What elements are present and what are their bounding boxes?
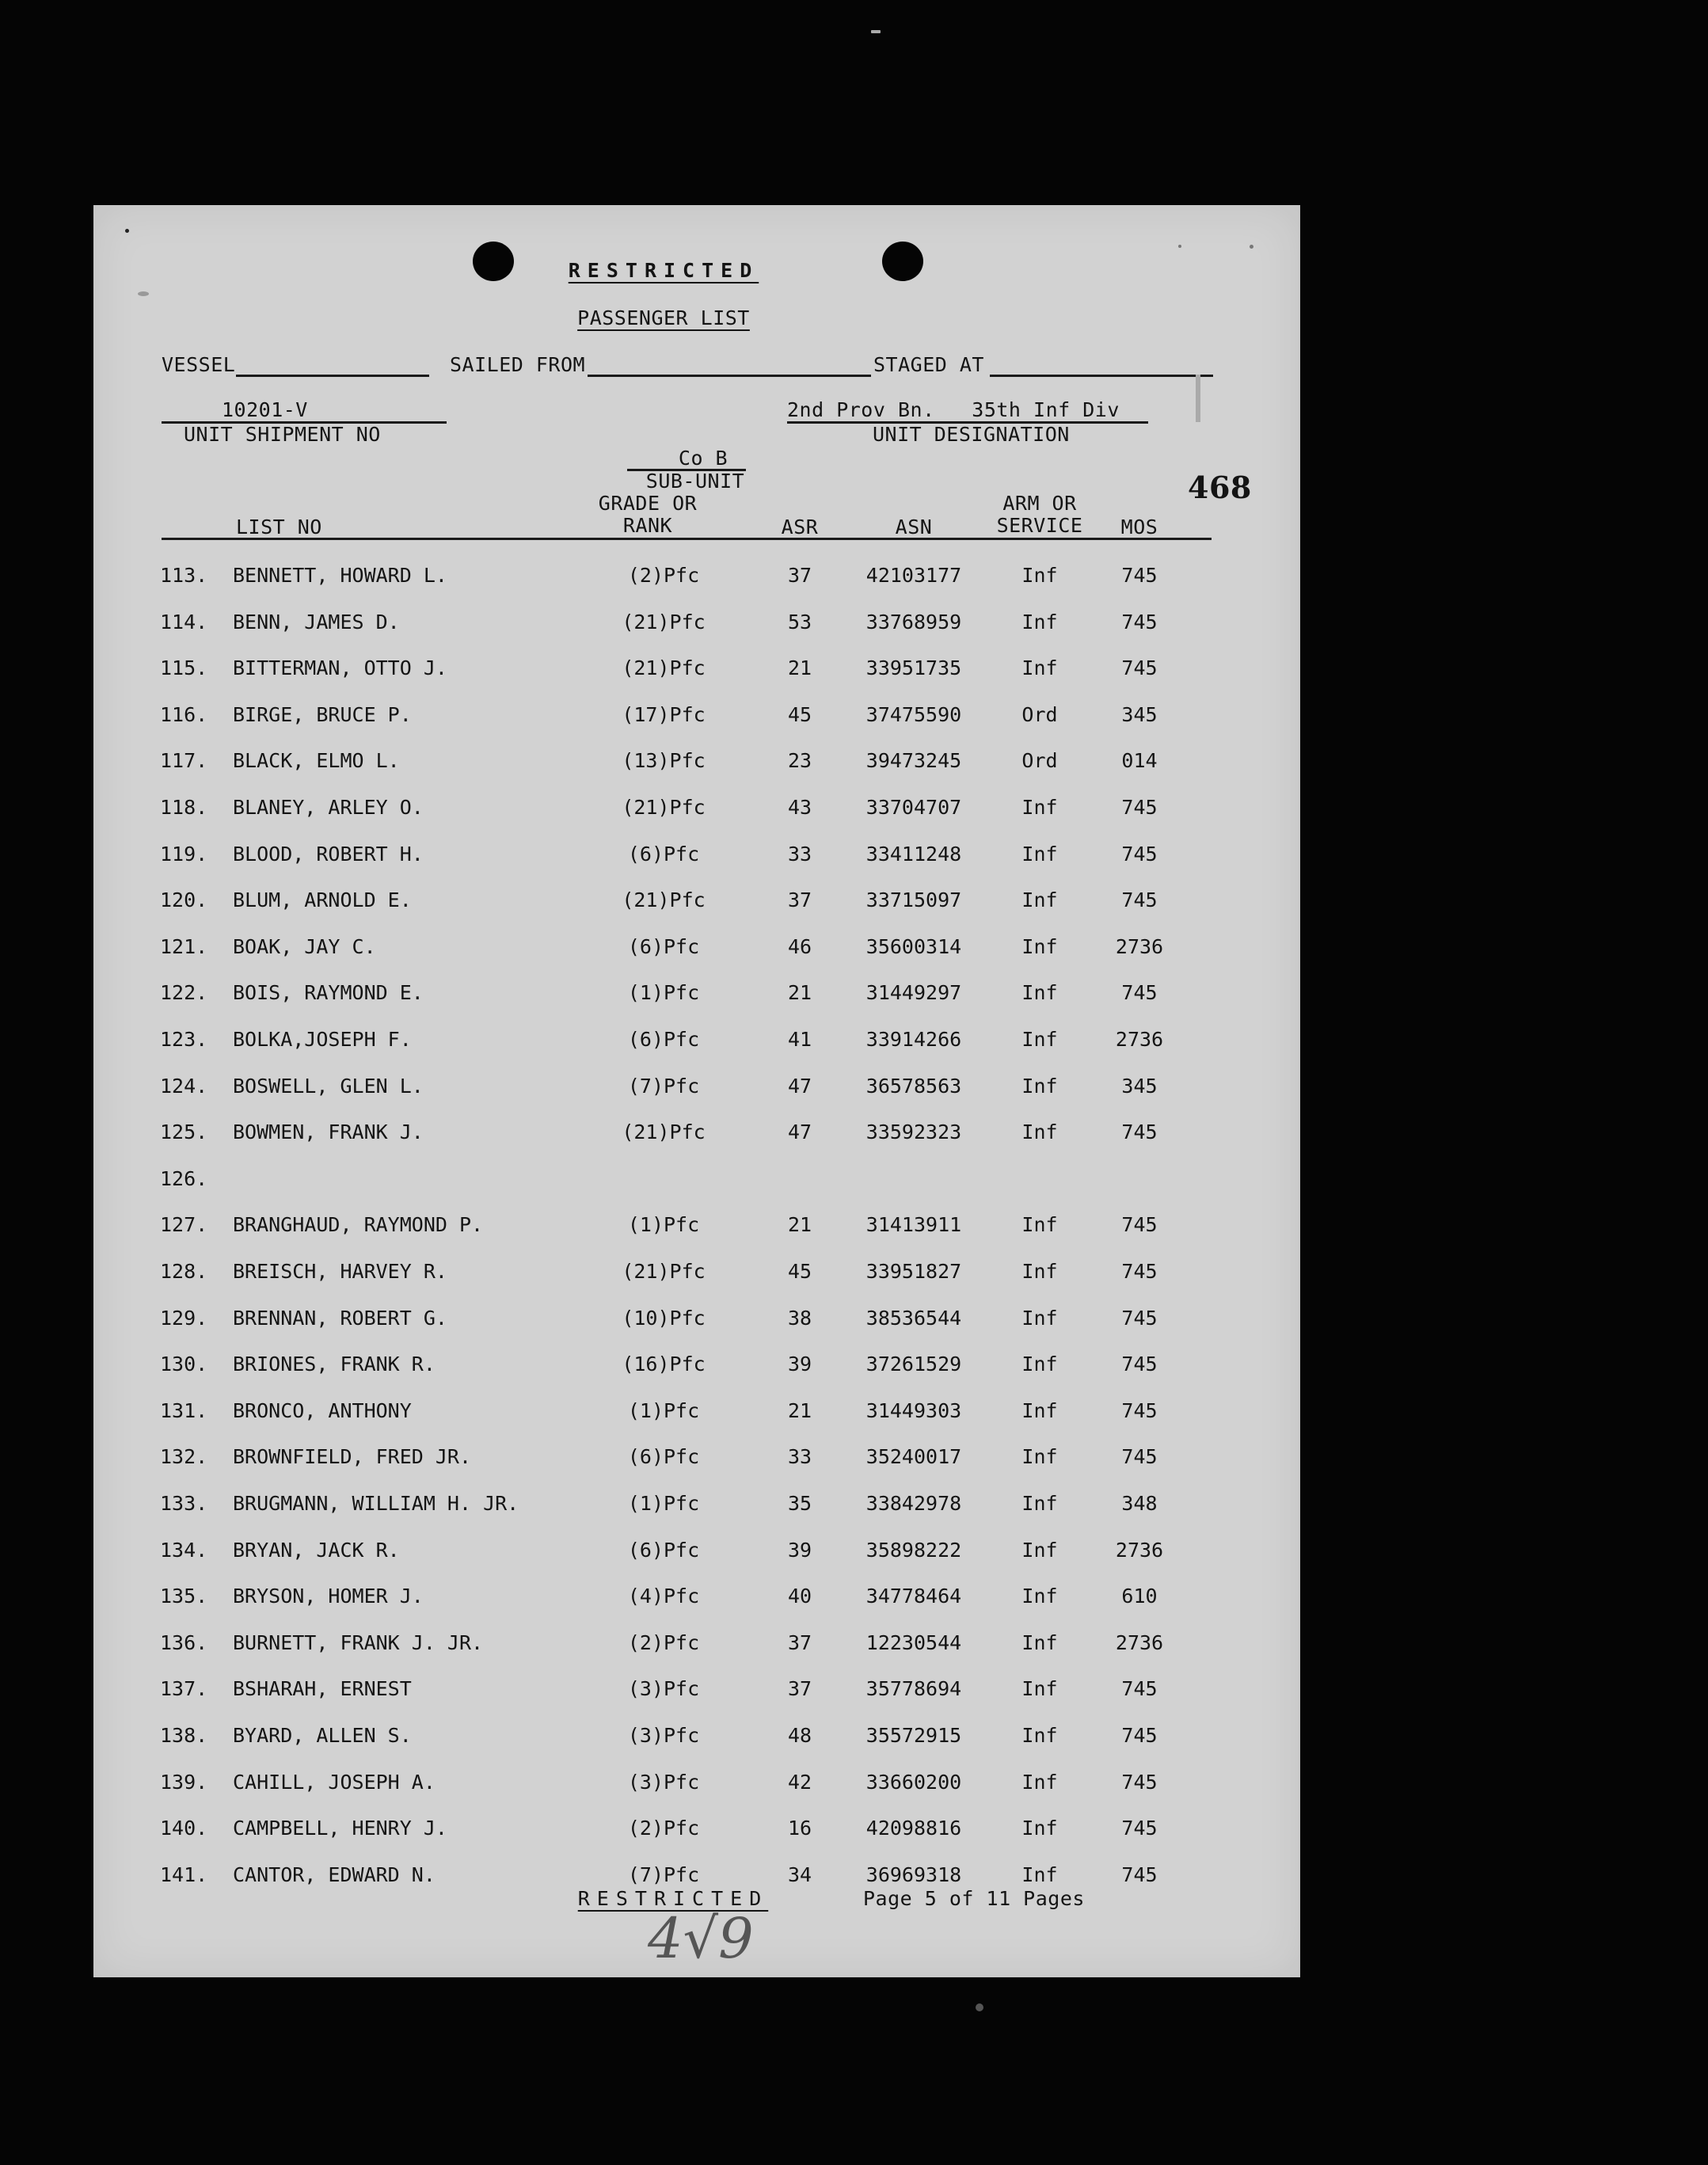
cell-asr: 37 bbox=[787, 888, 812, 912]
table-row bbox=[93, 1445, 1300, 1491]
cell-asn: 31449297 bbox=[865, 981, 962, 1005]
table-row bbox=[93, 656, 1300, 702]
cell-passenger-name: BRIONES, FRANK R. bbox=[233, 1353, 436, 1376]
cell-passenger-name: BOAK, JAY C. bbox=[233, 934, 376, 958]
cell-list-number: 137. bbox=[160, 1677, 208, 1701]
cell-grade: (16)Pfc bbox=[622, 1353, 706, 1376]
cell-passenger-name: BLUM, ARNOLD E. bbox=[233, 888, 412, 912]
cell-asn: 31449303 bbox=[865, 1398, 962, 1422]
cell-list-number: 132. bbox=[160, 1445, 208, 1469]
cell-asr: 33 bbox=[787, 1445, 812, 1469]
cell-mos: 745 bbox=[1121, 1677, 1158, 1701]
table-row bbox=[93, 703, 1300, 749]
cell-arm-service: Inf bbox=[1021, 1863, 1058, 1886]
cell-asn: 33592323 bbox=[865, 1121, 962, 1144]
cell-mos: 745 bbox=[1121, 888, 1158, 912]
cell-asn: 35572915 bbox=[865, 1724, 962, 1747]
column-asr: ASR bbox=[781, 516, 819, 538]
table-row bbox=[93, 1631, 1300, 1677]
cell-asn: 36578563 bbox=[865, 1074, 962, 1098]
cell-arm-service: Inf bbox=[1021, 1585, 1058, 1608]
cell-asn: 42103177 bbox=[865, 564, 962, 587]
cell-asn: 33951735 bbox=[865, 656, 962, 680]
cell-passenger-name: BOWMEN, FRANK J. bbox=[233, 1121, 424, 1144]
cell-asr: 23 bbox=[787, 749, 812, 773]
cell-grade: (3)Pfc bbox=[627, 1770, 700, 1794]
cell-grade: (2)Pfc bbox=[627, 1630, 700, 1654]
cell-list-number: 118. bbox=[160, 796, 208, 819]
cell-grade: (6)Pfc bbox=[627, 1445, 700, 1469]
cell-mos: 348 bbox=[1121, 1492, 1158, 1515]
table-row bbox=[93, 749, 1300, 795]
cell-grade: (2)Pfc bbox=[627, 564, 700, 587]
cell-passenger-name: BITTERMAN, OTTO J. bbox=[233, 656, 447, 680]
table-row bbox=[93, 1028, 1300, 1074]
cell-asn: 37475590 bbox=[865, 702, 962, 726]
shipment-number-label: UNIT SHIPMENT NO bbox=[184, 423, 381, 446]
table-row bbox=[93, 843, 1300, 888]
cell-grade: (1)Pfc bbox=[627, 1398, 700, 1422]
table-row bbox=[93, 796, 1300, 842]
cell-arm-service: Inf bbox=[1021, 842, 1058, 866]
cell-grade: (6)Pfc bbox=[627, 842, 700, 866]
page-number: Page 5 of 11 Pages bbox=[863, 1887, 1085, 1910]
cell-mos: 345 bbox=[1121, 702, 1158, 726]
cell-grade: (1)Pfc bbox=[627, 1213, 700, 1237]
page-title: PASSENGER LIST bbox=[577, 306, 750, 329]
cell-asn: 36969318 bbox=[865, 1863, 962, 1886]
cell-list-number: 122. bbox=[160, 981, 208, 1005]
column-grade-line2: RANK bbox=[622, 514, 673, 537]
cell-mos: 2736 bbox=[1115, 1028, 1164, 1051]
cell-grade: (3)Pfc bbox=[627, 1724, 700, 1747]
cell-arm-service: Inf bbox=[1021, 796, 1058, 819]
cell-mos: 745 bbox=[1121, 1863, 1158, 1886]
cell-passenger-name: BRENNAN, ROBERT G. bbox=[233, 1306, 447, 1330]
table-row bbox=[93, 564, 1300, 610]
cell-arm-service: Inf bbox=[1021, 888, 1058, 912]
cell-asr: 45 bbox=[787, 1260, 812, 1283]
cell-list-number: 136. bbox=[160, 1630, 208, 1654]
document-page bbox=[93, 205, 1300, 1977]
cell-asr: 46 bbox=[787, 934, 812, 958]
cell-mos: 745 bbox=[1121, 1445, 1158, 1469]
cell-grade: (10)Pfc bbox=[622, 1306, 706, 1330]
cell-asn: 33842978 bbox=[865, 1492, 962, 1515]
cell-arm-service: Inf bbox=[1021, 1028, 1058, 1051]
table-row bbox=[93, 1771, 1300, 1817]
cell-list-number: 113. bbox=[160, 564, 208, 587]
cell-arm-service: Inf bbox=[1021, 934, 1058, 958]
cell-grade: (21)Pfc bbox=[622, 888, 706, 912]
cell-asn: 33951827 bbox=[865, 1260, 962, 1283]
cell-asr: 37 bbox=[787, 564, 812, 587]
column-list-no: LIST NO bbox=[236, 516, 322, 538]
cell-passenger-name: BREISCH, HARVEY R. bbox=[233, 1260, 447, 1283]
cell-arm-service: Inf bbox=[1021, 1445, 1058, 1469]
cell-passenger-name: CAMPBELL, HENRY J. bbox=[233, 1817, 447, 1840]
cell-mos: 745 bbox=[1121, 564, 1158, 587]
cell-asr: 21 bbox=[787, 1398, 812, 1422]
cell-passenger-name: BLOOD, ROBERT H. bbox=[233, 842, 424, 866]
table-row bbox=[93, 1121, 1300, 1166]
cell-mos: 745 bbox=[1121, 1306, 1158, 1330]
cell-mos: 610 bbox=[1121, 1585, 1158, 1608]
cell-asr: 35 bbox=[787, 1492, 812, 1515]
column-grade-line1: GRADE OR bbox=[598, 492, 698, 515]
cell-list-number: 139. bbox=[160, 1770, 208, 1794]
cell-mos: 745 bbox=[1121, 1724, 1158, 1747]
cell-arm-service: Inf bbox=[1021, 981, 1058, 1005]
cell-asr: 33 bbox=[787, 842, 812, 866]
cell-arm-service: Ord bbox=[1021, 702, 1058, 726]
cell-passenger-name: BOLKA,JOSEPH F. bbox=[233, 1028, 412, 1051]
restricted-header: RESTRICTED bbox=[568, 259, 759, 282]
cell-passenger-name: BRONCO, ANTHONY bbox=[233, 1398, 412, 1422]
cell-list-number: 127. bbox=[160, 1213, 208, 1237]
table-row bbox=[93, 1492, 1300, 1538]
cell-list-number: 128. bbox=[160, 1260, 208, 1283]
cell-list-number: 138. bbox=[160, 1724, 208, 1747]
cell-mos: 014 bbox=[1121, 749, 1158, 773]
cell-grade: (17)Pfc bbox=[622, 702, 706, 726]
cell-arm-service: Inf bbox=[1021, 1353, 1058, 1376]
cell-mos: 745 bbox=[1121, 796, 1158, 819]
cell-grade: (21)Pfc bbox=[622, 1121, 706, 1144]
cell-grade: (1)Pfc bbox=[627, 981, 700, 1005]
cell-asn: 33914266 bbox=[865, 1028, 962, 1051]
cell-grade: (6)Pfc bbox=[627, 1538, 700, 1562]
cell-asn: 35240017 bbox=[865, 1445, 962, 1469]
cell-arm-service: Inf bbox=[1021, 1677, 1058, 1701]
table-row bbox=[93, 611, 1300, 656]
unit-designation-label: UNIT DESIGNATION bbox=[873, 423, 1070, 446]
cell-asr: 40 bbox=[787, 1585, 812, 1608]
cell-mos: 745 bbox=[1121, 610, 1158, 634]
scan-speck bbox=[976, 2003, 983, 2011]
cell-grade: (1)Pfc bbox=[627, 1492, 700, 1515]
cell-passenger-name: CAHILL, JOSEPH A. bbox=[233, 1770, 436, 1794]
cell-asn: 33411248 bbox=[865, 842, 962, 866]
cell-asn: 33715097 bbox=[865, 888, 962, 912]
cell-asn: 42098816 bbox=[865, 1817, 962, 1840]
cell-passenger-name: BENNETT, HOWARD L. bbox=[233, 564, 447, 587]
cell-mos: 745 bbox=[1121, 1260, 1158, 1283]
cell-list-number: 120. bbox=[160, 888, 208, 912]
cell-asr: 37 bbox=[787, 1677, 812, 1701]
cell-passenger-name: BIRGE, BRUCE P. bbox=[233, 702, 412, 726]
cell-passenger-name: BYARD, ALLEN S. bbox=[233, 1724, 412, 1747]
handwritten-note: 4√9 bbox=[648, 1906, 754, 1971]
cell-list-number: 114. bbox=[160, 610, 208, 634]
cell-list-number: 135. bbox=[160, 1585, 208, 1608]
cell-asn: 33704707 bbox=[865, 796, 962, 819]
cell-list-number: 131. bbox=[160, 1398, 208, 1422]
cell-grade: (2)Pfc bbox=[627, 1817, 700, 1840]
cell-passenger-name: BURNETT, FRANK J. JR. bbox=[233, 1630, 484, 1654]
cell-grade: (4)Pfc bbox=[627, 1585, 700, 1608]
cell-mos: 745 bbox=[1121, 1213, 1158, 1237]
cell-arm-service: Inf bbox=[1021, 1770, 1058, 1794]
cell-passenger-name: BROWNFIELD, FRED JR. bbox=[233, 1445, 472, 1469]
table-row bbox=[93, 1677, 1300, 1723]
cell-list-number: 126. bbox=[160, 1166, 208, 1190]
cell-asr: 16 bbox=[787, 1817, 812, 1840]
cell-arm-service: Inf bbox=[1021, 1630, 1058, 1654]
cell-list-number: 141. bbox=[160, 1863, 208, 1886]
cell-asr: 34 bbox=[787, 1863, 812, 1886]
table-row bbox=[93, 1724, 1300, 1770]
sub-unit-value: Co B bbox=[678, 447, 728, 470]
cell-grade: (6)Pfc bbox=[627, 1028, 700, 1051]
cell-asr: 41 bbox=[787, 1028, 812, 1051]
cell-passenger-name: BLANEY, ARLEY O. bbox=[233, 796, 424, 819]
cell-grade: (21)Pfc bbox=[622, 796, 706, 819]
table-row bbox=[93, 888, 1300, 934]
cell-asr: 37 bbox=[787, 1630, 812, 1654]
cell-grade: (7)Pfc bbox=[627, 1863, 700, 1886]
punch-hole-right bbox=[882, 242, 923, 281]
cell-passenger-name: BLACK, ELMO L. bbox=[233, 749, 400, 773]
cell-arm-service: Inf bbox=[1021, 1538, 1058, 1562]
cell-arm-service: Inf bbox=[1021, 1260, 1058, 1283]
cell-list-number: 119. bbox=[160, 842, 208, 866]
cell-passenger-name: BRYSON, HOMER J. bbox=[233, 1585, 424, 1608]
cell-list-number: 134. bbox=[160, 1538, 208, 1562]
cell-mos: 2736 bbox=[1115, 1630, 1164, 1654]
cell-arm-service: Inf bbox=[1021, 1306, 1058, 1330]
page-stamp-number: 468 bbox=[1188, 470, 1252, 505]
cell-mos: 2736 bbox=[1115, 1538, 1164, 1562]
cell-asn: 33660200 bbox=[865, 1770, 962, 1794]
cell-asr: 21 bbox=[787, 1213, 812, 1237]
cell-mos: 745 bbox=[1121, 1353, 1158, 1376]
cell-asn: 37261529 bbox=[865, 1353, 962, 1376]
table-row bbox=[93, 1353, 1300, 1398]
cell-asn: 33768959 bbox=[865, 610, 962, 634]
cell-grade: (7)Pfc bbox=[627, 1074, 700, 1098]
cell-asr: 48 bbox=[787, 1724, 812, 1747]
table-row bbox=[93, 981, 1300, 1027]
scan-speck bbox=[138, 291, 149, 296]
cell-asn: 31413911 bbox=[865, 1213, 962, 1237]
cell-asn: 39473245 bbox=[865, 749, 962, 773]
cell-asr: 53 bbox=[787, 610, 812, 634]
cell-passenger-name: BENN, JAMES D. bbox=[233, 610, 400, 634]
shipment-number: 10201-V bbox=[222, 398, 308, 421]
cell-arm-service: Inf bbox=[1021, 1398, 1058, 1422]
cell-asn: 35898222 bbox=[865, 1538, 962, 1562]
table-row bbox=[93, 1075, 1300, 1121]
cell-asn: 12230544 bbox=[865, 1630, 962, 1654]
unit-designation: 2nd Prov Bn. 35th Inf Div bbox=[787, 398, 1120, 421]
column-arm-line1: ARM OR bbox=[1002, 492, 1077, 515]
cell-asr: 42 bbox=[787, 1770, 812, 1794]
cell-passenger-name: BOSWELL, GLEN L. bbox=[233, 1074, 424, 1098]
cell-mos: 745 bbox=[1121, 1398, 1158, 1422]
cell-passenger-name: BOIS, RAYMOND E. bbox=[233, 981, 424, 1005]
cell-asr: 43 bbox=[787, 796, 812, 819]
cell-asn: 35600314 bbox=[865, 934, 962, 958]
table-row bbox=[93, 1260, 1300, 1306]
cell-list-number: 117. bbox=[160, 749, 208, 773]
cell-grade: (21)Pfc bbox=[622, 1260, 706, 1283]
cell-asr: 39 bbox=[787, 1353, 812, 1376]
cell-mos: 745 bbox=[1121, 656, 1158, 680]
cell-arm-service: Inf bbox=[1021, 1724, 1058, 1747]
scan-speck bbox=[871, 30, 881, 33]
sailed-from-label: SAILED FROM bbox=[450, 353, 586, 376]
cell-asn: 38536544 bbox=[865, 1306, 962, 1330]
cell-arm-service: Inf bbox=[1021, 656, 1058, 680]
cell-asr: 45 bbox=[787, 702, 812, 726]
table-row bbox=[93, 1585, 1300, 1630]
cell-list-number: 140. bbox=[160, 1817, 208, 1840]
cell-arm-service: Inf bbox=[1021, 564, 1058, 587]
cell-asr: 38 bbox=[787, 1306, 812, 1330]
cell-list-number: 129. bbox=[160, 1306, 208, 1330]
cell-passenger-name: BRUGMANN, WILLIAM H. JR. bbox=[233, 1492, 519, 1515]
cell-list-number: 123. bbox=[160, 1028, 208, 1051]
cell-mos: 2736 bbox=[1115, 934, 1164, 958]
cell-grade: (21)Pfc bbox=[622, 610, 706, 634]
sub-unit-label: SUB-UNIT bbox=[645, 470, 745, 493]
cell-passenger-name: BRYAN, JACK R. bbox=[233, 1538, 400, 1562]
cell-mos: 745 bbox=[1121, 842, 1158, 866]
restricted-footer: RESTRICTED bbox=[577, 1887, 769, 1910]
cell-passenger-name: BSHARAH, ERNEST bbox=[233, 1677, 412, 1701]
cell-arm-service: Ord bbox=[1021, 749, 1058, 773]
table-row bbox=[93, 1213, 1300, 1259]
cell-mos: 745 bbox=[1121, 1817, 1158, 1840]
cell-grade: (21)Pfc bbox=[622, 656, 706, 680]
cell-list-number: 115. bbox=[160, 656, 208, 680]
cell-arm-service: Inf bbox=[1021, 610, 1058, 634]
cell-asr: 21 bbox=[787, 656, 812, 680]
cell-list-number: 133. bbox=[160, 1492, 208, 1515]
column-arm-line2: SERVICE bbox=[996, 514, 1083, 537]
table-row bbox=[93, 1539, 1300, 1585]
cell-list-number: 121. bbox=[160, 934, 208, 958]
cell-grade: (6)Pfc bbox=[627, 934, 700, 958]
cell-arm-service: Inf bbox=[1021, 1492, 1058, 1515]
cell-passenger-name: CANTOR, EDWARD N. bbox=[233, 1863, 436, 1886]
staged-at-label: STAGED AT bbox=[873, 353, 984, 376]
cell-asr: 47 bbox=[787, 1074, 812, 1098]
cell-mos: 745 bbox=[1121, 1121, 1158, 1144]
cell-list-number: 125. bbox=[160, 1121, 208, 1144]
cell-mos: 745 bbox=[1121, 1770, 1158, 1794]
cell-asr: 39 bbox=[787, 1538, 812, 1562]
cell-mos: 745 bbox=[1121, 981, 1158, 1005]
cell-arm-service: Inf bbox=[1021, 1213, 1058, 1237]
vessel-label: VESSEL bbox=[162, 353, 236, 376]
cell-list-number: 124. bbox=[160, 1074, 208, 1098]
cell-list-number: 130. bbox=[160, 1353, 208, 1376]
cell-asn: 34778464 bbox=[865, 1585, 962, 1608]
cell-grade: (13)Pfc bbox=[622, 749, 706, 773]
table-row bbox=[93, 1307, 1300, 1353]
cell-arm-service: Inf bbox=[1021, 1121, 1058, 1144]
table-row bbox=[93, 1399, 1300, 1445]
cell-asr: 21 bbox=[787, 981, 812, 1005]
cell-asn: 35778694 bbox=[865, 1677, 962, 1701]
cell-arm-service: Inf bbox=[1021, 1074, 1058, 1098]
column-mos: MOS bbox=[1120, 516, 1158, 538]
cell-passenger-name: BRANGHAUD, RAYMOND P. bbox=[233, 1213, 484, 1237]
punch-hole-left bbox=[473, 242, 514, 281]
column-asn: ASN bbox=[895, 516, 933, 538]
cell-arm-service: Inf bbox=[1021, 1817, 1058, 1840]
table-row bbox=[93, 935, 1300, 981]
table-row bbox=[93, 1817, 1300, 1863]
table-row bbox=[93, 1167, 1300, 1213]
cell-mos: 345 bbox=[1121, 1074, 1158, 1098]
cell-grade: (3)Pfc bbox=[627, 1677, 700, 1701]
cell-list-number: 116. bbox=[160, 702, 208, 726]
cell-asr: 47 bbox=[787, 1121, 812, 1144]
